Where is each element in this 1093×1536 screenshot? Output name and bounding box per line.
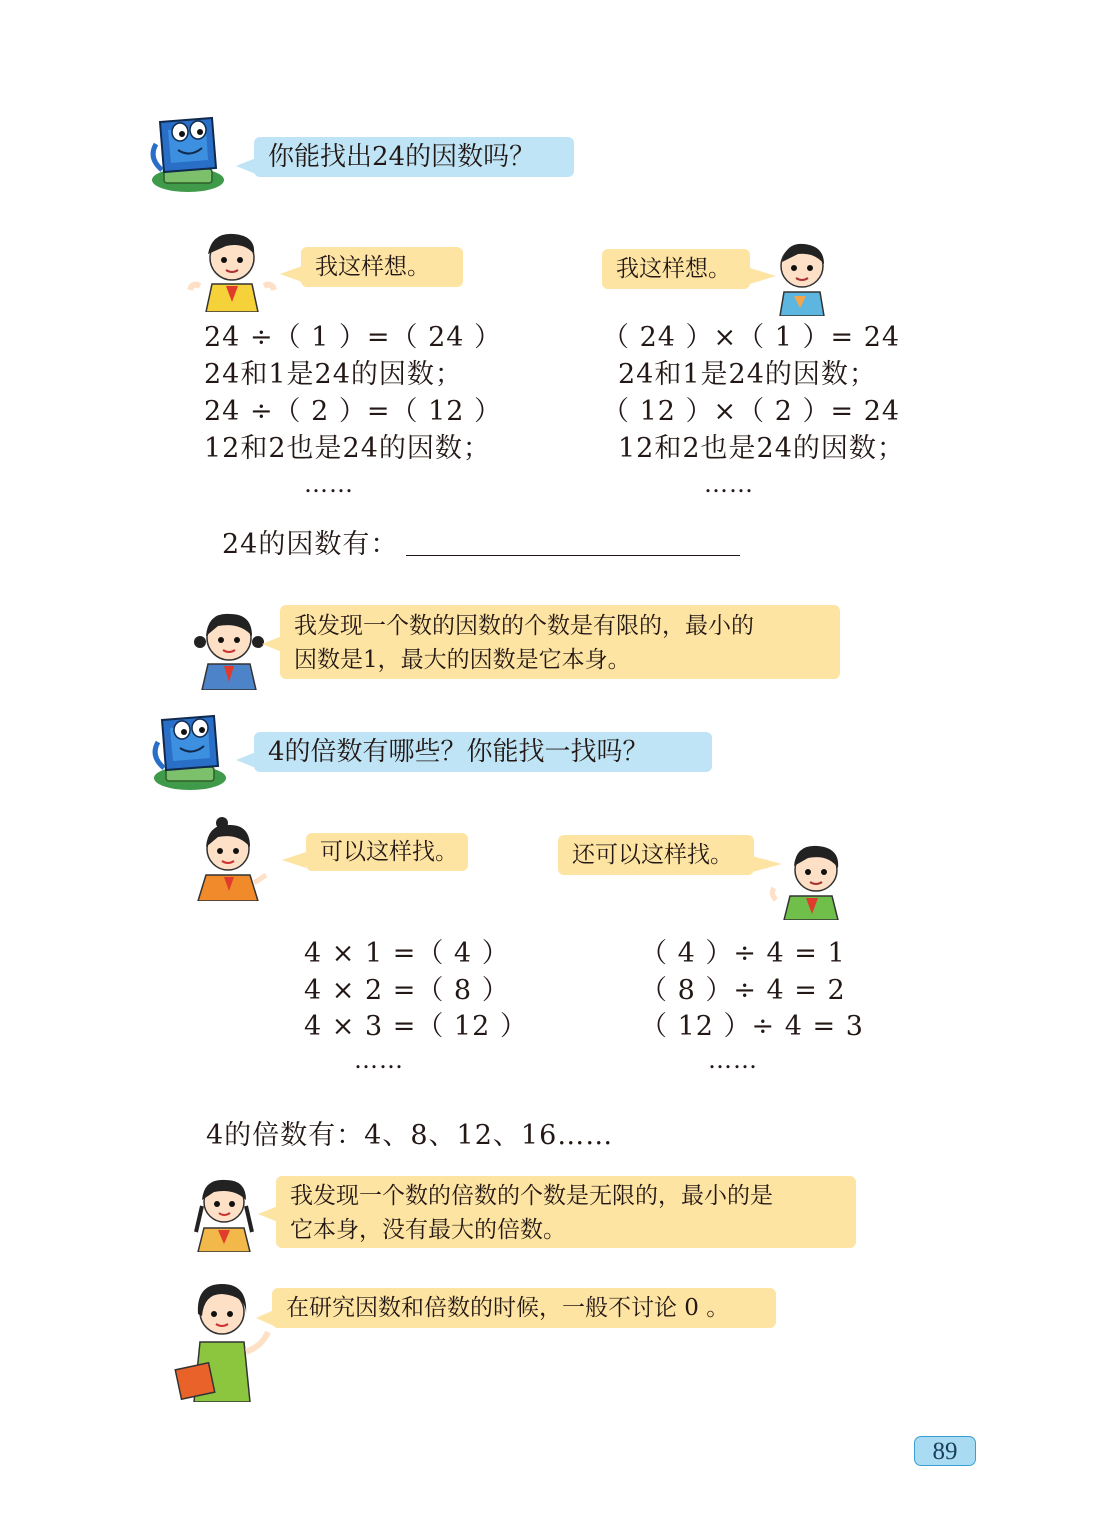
- equation-line: 4 × 2 =（ 8 ）: [304, 975, 510, 1006]
- girl-character-icon: [192, 815, 270, 901]
- equation-line: 24 ÷（ 1 ）=（ 24 ）: [204, 322, 503, 353]
- statement-line: 12和2也是24的因数；: [618, 433, 905, 464]
- multiples-of-4-line: 4的倍数有：4、8、12、16……: [206, 1120, 614, 1151]
- equation-line: 4 × 3 =（ 12 ）: [304, 1011, 528, 1042]
- ellipsis: ……: [704, 470, 754, 498]
- right-bubble-text: 还可以这样找。: [572, 842, 733, 868]
- left-thinking-bubble: [301, 247, 463, 287]
- equation-line: （ 4 ）÷ 4 = 1: [640, 938, 846, 969]
- equation-line: （ 12 ）×（ 2 ）= 24: [602, 396, 901, 427]
- finding-text-line: 因数是1，最大的因数是它本身。: [294, 647, 631, 673]
- factors-fill-in-label: 24的因数有：: [222, 529, 399, 560]
- computer-mascot-icon: [148, 712, 232, 794]
- ellipsis: ……: [354, 1046, 404, 1074]
- question-text: 你能找出24的因数吗？: [268, 142, 536, 172]
- page-number: 89: [914, 1436, 976, 1466]
- girl-character-icon: [186, 602, 272, 690]
- equation-line: 24 ÷（ 2 ）=（ 12 ）: [204, 396, 503, 427]
- boy-character-icon: [768, 838, 848, 920]
- equation-line: （ 24 ）×（ 1 ）= 24: [602, 322, 901, 353]
- equation-line: （ 8 ）÷ 4 = 2: [640, 975, 846, 1006]
- teacher-note-bubble: [272, 1288, 776, 1328]
- teacher-note-text: 在研究因数和倍数的时候，一般不讨论 0 。: [286, 1295, 730, 1321]
- ellipsis: ……: [708, 1046, 758, 1074]
- equation-line: 4 × 1 =（ 4 ）: [304, 938, 510, 969]
- bubble-tail: [236, 752, 256, 768]
- right-bubble-text: 我这样想。: [616, 256, 731, 282]
- bubble-tail: [280, 266, 302, 282]
- left-bubble-text: 我这样想。: [315, 254, 430, 280]
- boy-character-icon: [772, 236, 830, 316]
- multiple-finding-bubble: [276, 1176, 856, 1248]
- statement-line: 12和2也是24的因数；: [204, 433, 491, 464]
- finding-text-line: 它本身，没有最大的倍数。: [290, 1217, 566, 1243]
- equation-line: （ 12 ）÷ 4 = 3: [640, 1011, 864, 1042]
- bubble-tail: [282, 852, 306, 868]
- question-bubble-factors: [254, 137, 574, 177]
- factor-finding-bubble: [280, 605, 840, 679]
- computer-mascot-icon: [146, 114, 230, 196]
- teacher-character-icon: [174, 1272, 276, 1402]
- left-method-bubble: [306, 833, 468, 871]
- finding-text-line: 我发现一个数的因数的个数是有限的，最小的: [294, 613, 754, 639]
- bubble-tail: [256, 1310, 274, 1326]
- question-text: 4的倍数有哪些？你能找一找吗？: [268, 737, 649, 767]
- statement-line: 24和1是24的因数；: [204, 359, 463, 390]
- girl-character-icon: [186, 1170, 266, 1252]
- bubble-tail: [236, 158, 256, 174]
- statement-line: 24和1是24的因数；: [618, 359, 877, 390]
- left-bubble-text: 可以这样找。: [320, 839, 458, 865]
- right-method-bubble: [558, 835, 754, 875]
- finding-text-line: 我发现一个数的倍数的个数是无限的，最小的是: [290, 1183, 773, 1209]
- question-bubble-multiples: [254, 732, 712, 772]
- boy-character-icon: [186, 224, 278, 312]
- right-thinking-bubble: [602, 249, 750, 289]
- answer-blank-line[interactable]: [406, 555, 740, 556]
- ellipsis: ……: [304, 470, 354, 498]
- bubble-tail: [258, 1206, 278, 1222]
- bubble-tail: [262, 636, 282, 652]
